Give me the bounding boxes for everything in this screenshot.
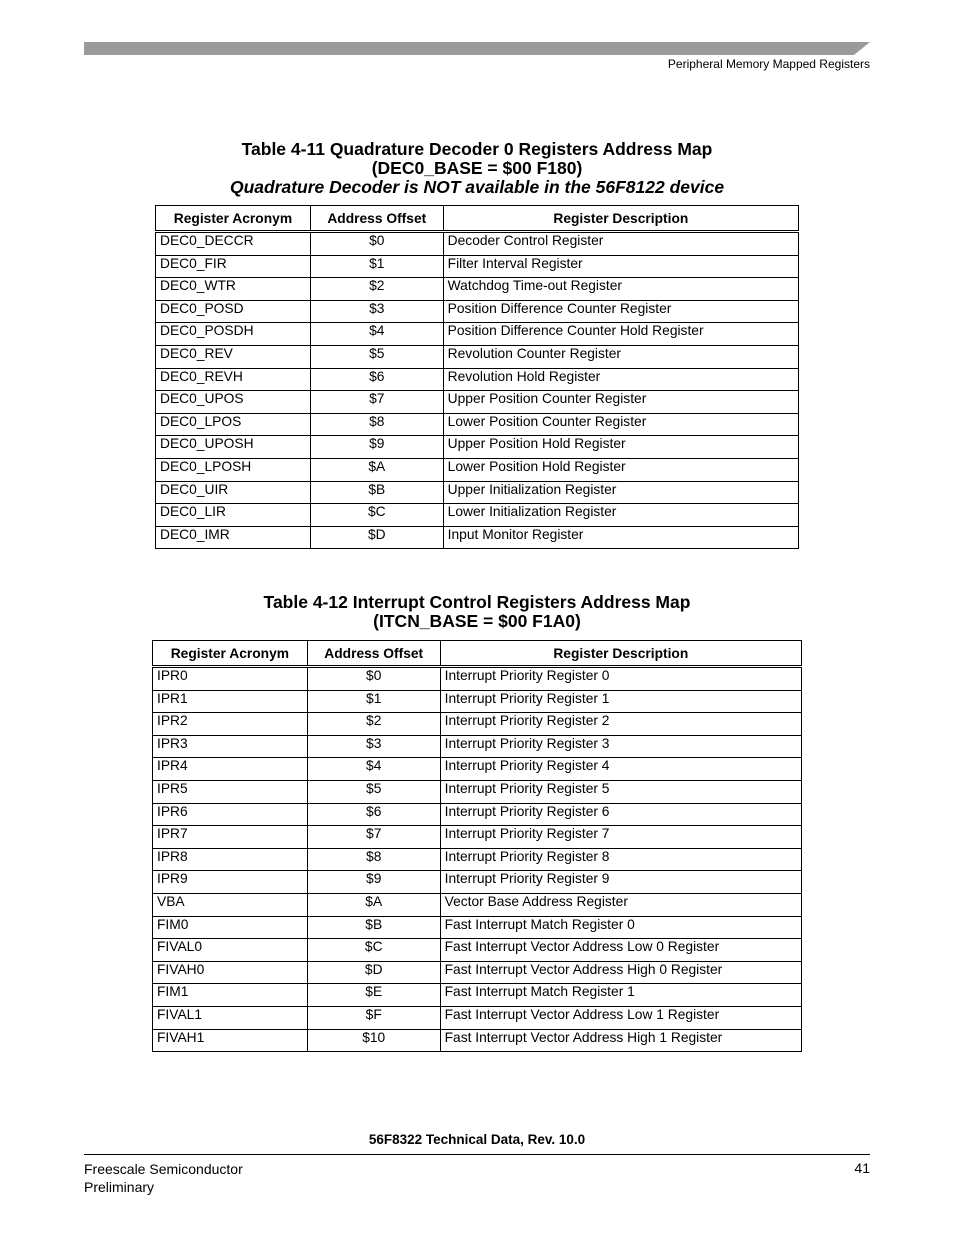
address-offset-cell: $2 xyxy=(307,713,440,736)
address-offset-cell: $3 xyxy=(307,735,440,758)
address-offset-cell: $8 xyxy=(307,848,440,871)
register-acronym-cell: DEC0_LPOSH xyxy=(156,458,311,481)
register-description-cell: Interrupt Priority Register 8 xyxy=(440,848,801,871)
table-12 xyxy=(152,640,802,1052)
table-row xyxy=(153,939,802,962)
column-header: Address Offset xyxy=(307,641,440,667)
register-description-cell: Fast Interrupt Vector Address High 1 Register xyxy=(440,1029,801,1052)
register-acronym-cell: DEC0_IMR xyxy=(156,526,311,549)
page-number: 41 xyxy=(854,1160,870,1176)
register-acronym-cell: VBA xyxy=(153,893,308,916)
table-11-title-line3: Quadrature Decoder is NOT available in the 56F8122 device xyxy=(229,177,725,197)
address-offset-cell: $4 xyxy=(307,758,440,781)
table-row xyxy=(153,984,802,1007)
register-description-cell: Interrupt Priority Register 4 xyxy=(440,758,801,781)
register-description-cell: Lower Position Counter Register xyxy=(443,413,798,436)
register-description-cell: Fast Interrupt Vector Address High 0 Register xyxy=(440,961,801,984)
register-acronym-cell: FIVAL0 xyxy=(153,939,308,962)
register-description-cell: Upper Position Counter Register xyxy=(443,391,798,414)
footer-divider xyxy=(84,1154,870,1155)
address-offset-cell: $C xyxy=(307,939,440,962)
address-offset-cell: $A xyxy=(310,458,443,481)
table-11-title xyxy=(0,140,954,197)
table-12-title-line1: Table 4-12 Interrupt Control Registers Address Map xyxy=(263,592,691,612)
address-offset-cell: $1 xyxy=(307,690,440,713)
table-row xyxy=(156,391,799,414)
table-row xyxy=(153,893,802,916)
address-offset-cell: $5 xyxy=(310,345,443,368)
table-row xyxy=(153,848,802,871)
column-header: Register Description xyxy=(440,641,801,667)
address-offset-cell: $B xyxy=(307,916,440,939)
address-offset-cell: $8 xyxy=(310,413,443,436)
register-description-cell: Position Difference Counter Register xyxy=(443,300,798,323)
register-acronym-cell: FIM0 xyxy=(153,916,308,939)
table-row xyxy=(153,1029,802,1052)
table-row xyxy=(156,526,799,549)
table-row xyxy=(153,735,802,758)
register-description-cell: Interrupt Priority Register 5 xyxy=(440,780,801,803)
address-offset-cell: $4 xyxy=(310,323,443,346)
register-acronym-cell: DEC0_UPOSH xyxy=(156,436,311,459)
register-description-cell: Interrupt Priority Register 2 xyxy=(440,713,801,736)
register-description-cell: Decoder Control Register xyxy=(443,232,798,256)
address-offset-cell: $0 xyxy=(310,232,443,256)
register-acronym-cell: DEC0_REVH xyxy=(156,368,311,391)
address-offset-cell: $9 xyxy=(310,436,443,459)
table-12-title xyxy=(0,593,954,631)
table-row xyxy=(153,1006,802,1029)
register-description-cell: Interrupt Priority Register 3 xyxy=(440,735,801,758)
register-acronym-cell: IPR1 xyxy=(153,690,308,713)
table-row xyxy=(156,278,799,301)
address-offset-cell: $7 xyxy=(307,826,440,849)
register-acronym-cell: DEC0_LIR xyxy=(156,504,311,527)
address-offset-cell: $10 xyxy=(307,1029,440,1052)
table-11-title-line2: (DEC0_BASE = $00 F180) xyxy=(371,158,583,178)
register-acronym-cell: DEC0_POSDH xyxy=(156,323,311,346)
address-offset-cell: $9 xyxy=(307,871,440,894)
register-description-cell: Revolution Hold Register xyxy=(443,368,798,391)
register-acronym-cell: FIM1 xyxy=(153,984,308,1007)
table-row xyxy=(153,961,802,984)
register-description-cell: Interrupt Priority Register 7 xyxy=(440,826,801,849)
register-description-cell: Lower Position Hold Register xyxy=(443,458,798,481)
address-offset-cell: $C xyxy=(310,504,443,527)
register-description-cell: Position Difference Counter Hold Register xyxy=(443,323,798,346)
table-row xyxy=(156,345,799,368)
address-offset-cell: $2 xyxy=(310,278,443,301)
register-acronym-cell: DEC0_REV xyxy=(156,345,311,368)
table-row xyxy=(153,871,802,894)
address-offset-cell: $B xyxy=(310,481,443,504)
table-row xyxy=(156,458,799,481)
table-row xyxy=(153,667,802,691)
table-header-row xyxy=(153,641,802,667)
document-status: Preliminary xyxy=(84,1179,155,1195)
register-description-cell: Interrupt Priority Register 9 xyxy=(440,871,801,894)
address-offset-cell: $5 xyxy=(307,780,440,803)
register-acronym-cell: IPR7 xyxy=(153,826,308,849)
column-header: Register Description xyxy=(443,206,798,232)
address-offset-cell: $A xyxy=(307,893,440,916)
register-description-cell: Filter Interval Register xyxy=(443,255,798,278)
register-description-cell: Upper Initialization Register xyxy=(443,481,798,504)
register-description-cell: Upper Position Hold Register xyxy=(443,436,798,459)
column-header: Address Offset xyxy=(310,206,443,232)
table-row xyxy=(156,232,799,256)
register-acronym-cell: IPR6 xyxy=(153,803,308,826)
register-acronym-cell: DEC0_FIR xyxy=(156,255,311,278)
register-description-cell: Lower Initialization Register xyxy=(443,504,798,527)
register-acronym-cell: FIVAH0 xyxy=(153,961,308,984)
table-row xyxy=(153,803,802,826)
register-description-cell: Interrupt Priority Register 0 xyxy=(440,667,801,691)
table-row xyxy=(156,255,799,278)
register-acronym-cell: DEC0_LPOS xyxy=(156,413,311,436)
register-acronym-cell: FIVAL1 xyxy=(153,1006,308,1029)
footer-left xyxy=(84,1160,243,1196)
column-header: Register Acronym xyxy=(156,206,311,232)
address-offset-cell: $F xyxy=(307,1006,440,1029)
table-row xyxy=(156,323,799,346)
register-acronym-cell: IPR3 xyxy=(153,735,308,758)
register-acronym-cell: DEC0_WTR xyxy=(156,278,311,301)
register-description-cell: Fast Interrupt Vector Address Low 0 Register xyxy=(440,939,801,962)
register-acronym-cell: IPR9 xyxy=(153,871,308,894)
section-label: Peripheral Memory Mapped Registers xyxy=(667,57,870,71)
register-description-cell: Revolution Counter Register xyxy=(443,345,798,368)
register-description-cell: Input Monitor Register xyxy=(443,526,798,549)
register-description-cell: Fast Interrupt Vector Address Low 1 Register xyxy=(440,1006,801,1029)
table-row xyxy=(153,690,802,713)
register-description-cell: Watchdog Time-out Register xyxy=(443,278,798,301)
table-row xyxy=(156,436,799,459)
table-row xyxy=(156,413,799,436)
table-row xyxy=(153,758,802,781)
register-acronym-cell: DEC0_POSD xyxy=(156,300,311,323)
table-row xyxy=(153,713,802,736)
address-offset-cell: $6 xyxy=(307,803,440,826)
column-header: Register Acronym xyxy=(153,641,308,667)
register-acronym-cell: DEC0_UIR xyxy=(156,481,311,504)
table-row xyxy=(156,504,799,527)
address-offset-cell: $D xyxy=(310,526,443,549)
address-offset-cell: $E xyxy=(307,984,440,1007)
table-row xyxy=(156,368,799,391)
register-description-cell: Fast Interrupt Match Register 1 xyxy=(440,984,801,1007)
company-name: Freescale Semiconductor xyxy=(84,1161,243,1177)
address-offset-cell: $7 xyxy=(310,391,443,414)
address-offset-cell: $3 xyxy=(310,300,443,323)
address-offset-cell: $6 xyxy=(310,368,443,391)
header-bar xyxy=(84,42,870,55)
register-description-cell: Fast Interrupt Match Register 0 xyxy=(440,916,801,939)
address-offset-cell: $1 xyxy=(310,255,443,278)
register-acronym-cell: IPR4 xyxy=(153,758,308,781)
register-description-cell: Vector Base Address Register xyxy=(440,893,801,916)
table-row xyxy=(153,826,802,849)
register-acronym-cell: FIVAH1 xyxy=(153,1029,308,1052)
table-row xyxy=(156,300,799,323)
table-11 xyxy=(155,205,799,549)
table-row xyxy=(153,780,802,803)
table-12-title-line2: (ITCN_BASE = $00 F1A0) xyxy=(373,611,581,631)
table-row xyxy=(153,916,802,939)
register-acronym-cell: DEC0_DECCR xyxy=(156,232,311,256)
register-acronym-cell: IPR0 xyxy=(153,667,308,691)
register-description-cell: Interrupt Priority Register 1 xyxy=(440,690,801,713)
table-header-row xyxy=(156,206,799,232)
register-acronym-cell: DEC0_UPOS xyxy=(156,391,311,414)
address-offset-cell: $D xyxy=(307,961,440,984)
register-description-cell: Interrupt Priority Register 6 xyxy=(440,803,801,826)
register-acronym-cell: IPR5 xyxy=(153,780,308,803)
table-11-title-line1: Table 4-11 Quadrature Decoder 0 Registers Address Map xyxy=(241,139,713,159)
document-title: 56F8322 Technical Data, Rev. 10.0 xyxy=(368,1132,586,1147)
address-offset-cell: $0 xyxy=(307,667,440,691)
table-row xyxy=(156,481,799,504)
register-acronym-cell: IPR8 xyxy=(153,848,308,871)
register-acronym-cell: IPR2 xyxy=(153,713,308,736)
